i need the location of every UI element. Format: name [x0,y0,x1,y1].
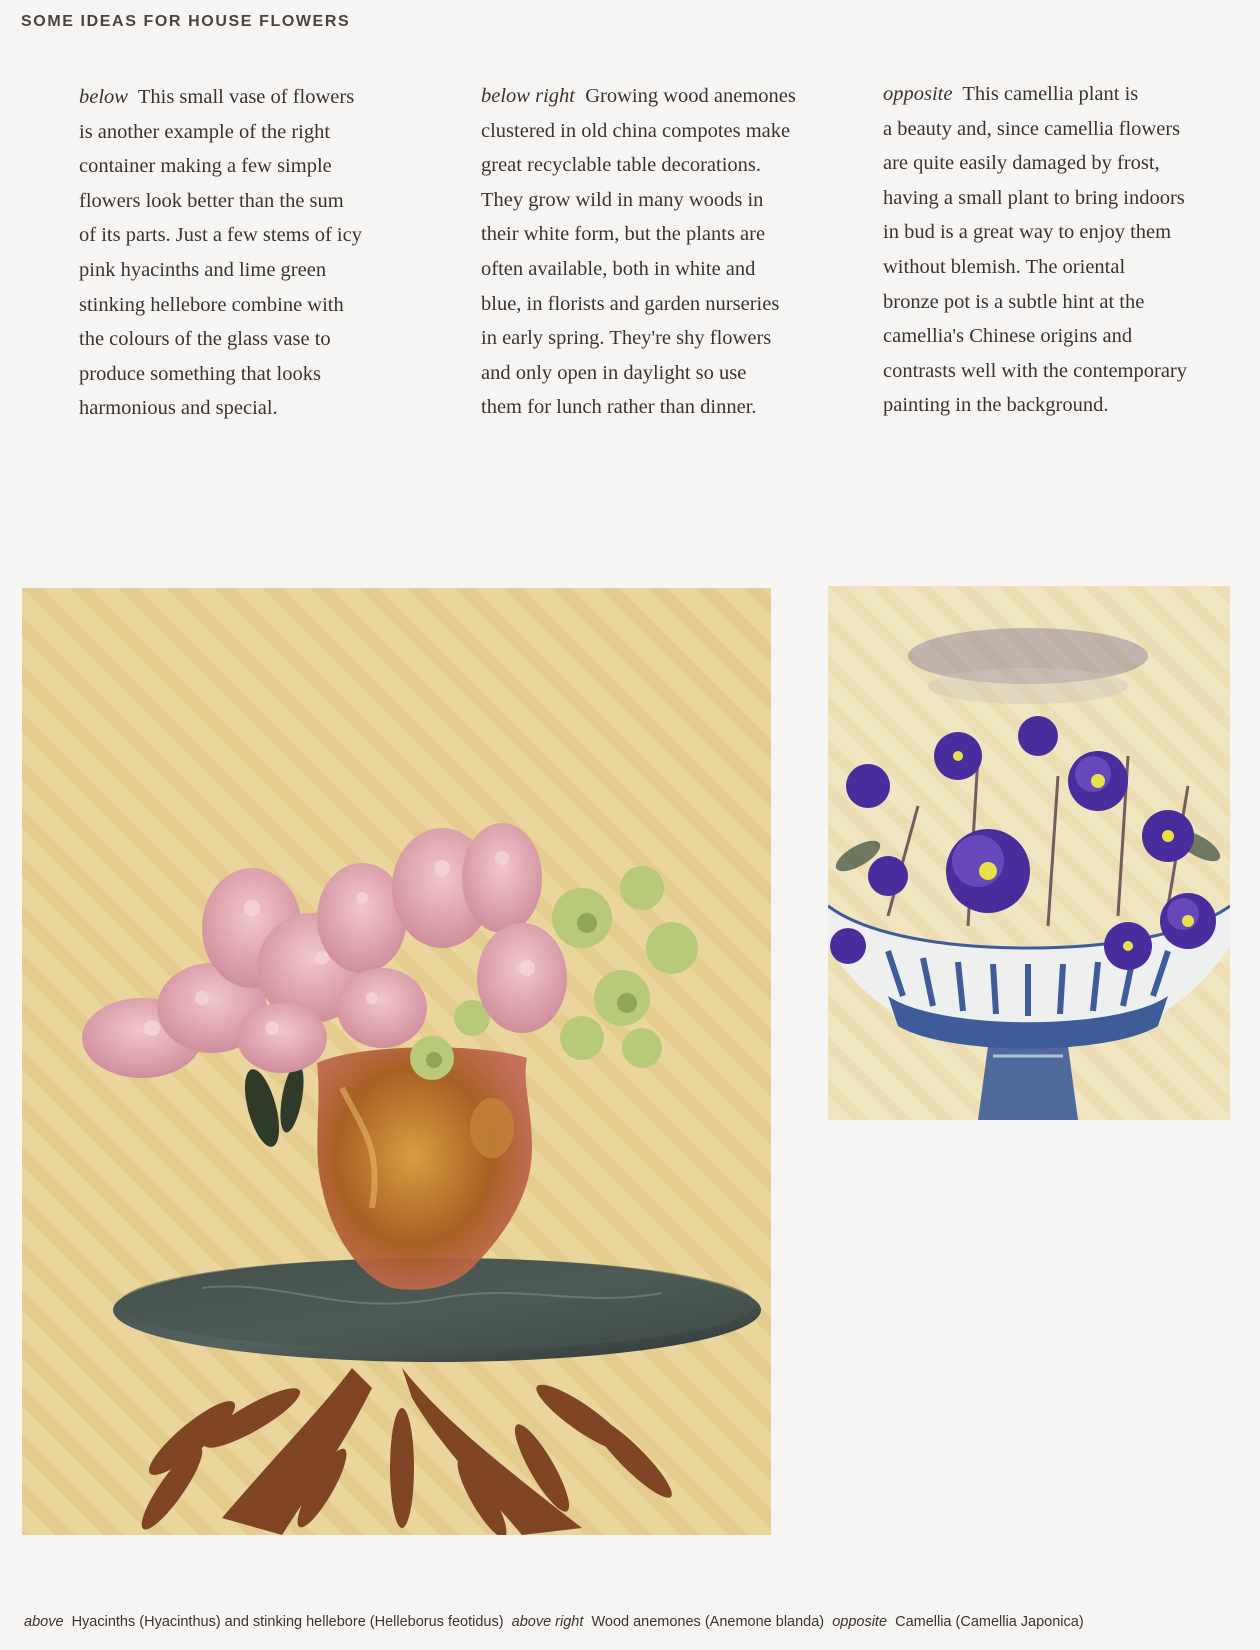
column-line: in early spring. They're shy flowers [481,327,772,350]
text-column-below [79,80,409,426]
column-line: are quite easily damaged by frost, [883,152,1160,175]
hyacinth-vase-photo-icon [22,588,771,1535]
caption-text: Camellia (Camellia Japonica) [895,1614,1084,1630]
column-line: pink hyacinths and lime green [79,258,327,281]
column-lead: opposite [883,83,953,105]
column-line: flowers look better than the sum [79,189,344,212]
anemone-compote-photo [828,586,1230,1120]
column-line: This camellia plant is [962,83,1139,105]
column-line: clustered in old china compotes make [481,119,791,142]
column-line: harmonious and special. [79,397,278,420]
caption-text: Wood anemones (Anemone blanda) [591,1614,825,1630]
column-line: container making a few simple [79,155,332,178]
column-line: camellia's Chinese origins and [883,325,1133,348]
column-line: blue, in florists and garden nurseries [481,292,780,315]
column-line: having a small plant to bring indoors [883,186,1185,209]
column-line: bronze pot is a subtle hint at the [883,290,1145,313]
column-line: Growing wood anemones [585,85,796,107]
column-lead: below [79,86,128,108]
column-line: often available, both in white and [481,257,756,280]
column-line: is another example of the right [79,120,331,143]
text-column-below-right [481,79,811,425]
caption-lead: above right [511,1614,584,1630]
caption-lead: opposite [832,1614,888,1630]
column-line: them for lunch rather than dinner. [481,396,757,419]
text-column-opposite [883,77,1213,423]
column-line: stinking hellebore combine with [79,293,344,316]
column-line: a beauty and, since camellia flowers [883,117,1181,140]
column-line: produce something that looks [79,362,321,385]
running-head: SOME IDEAS FOR HOUSE FLOWERS [21,13,351,30]
hyacinth-vase-photo [22,588,771,1535]
caption-text: Hyacinths (Hyacinthus) and stinking hellebore (Helleborus feotidus) [71,1614,504,1630]
caption-lead: above [24,1614,64,1630]
column-line: without blemish. The oriental [883,255,1126,278]
column-line: This small vase of flowers [137,86,355,108]
column-line: of its parts. Just a few stems of icy [79,224,362,247]
anemone-compote-photo-icon [828,586,1230,1120]
column-line: their white form, but the plants are [481,223,766,246]
column-line: contrasts well with the contemporary [883,359,1187,382]
column-line: painting in the background. [883,394,1109,417]
column-line: They grow wild in many woods in [481,188,764,211]
photo-captions [24,1614,1254,1630]
column-lead: below right [481,85,575,107]
column-line: great recyclable table decorations. [481,154,762,177]
column-line: in bud is a great way to enjoy them [883,221,1172,244]
column-line: and only open in daylight so use [481,361,747,384]
column-line: the colours of the glass vase to [79,328,331,351]
